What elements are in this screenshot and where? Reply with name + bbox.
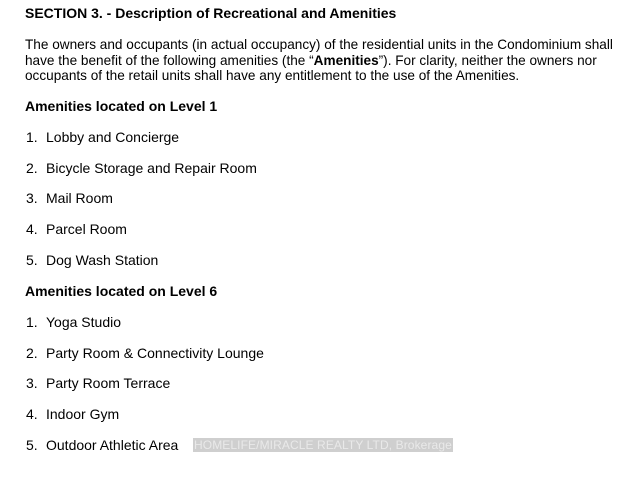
list-item-number: 3. [26, 375, 38, 391]
list-item [26, 406, 119, 422]
list-item-label: Dog Wash Station [46, 252, 159, 268]
paragraph-text-start: The owners and occupants (in actual occupancy) of the residential units in the Condominium shall have the benefit of the following amenities (the “ [25, 37, 613, 68]
level-6-heading: Amenities located on Level 6 [25, 283, 218, 299]
list-item-number: 3. [26, 190, 38, 206]
list-item-label: Bicycle Storage and Repair Room [46, 160, 257, 176]
list-item-number: 2. [26, 160, 38, 176]
list-item-number: 4. [26, 221, 38, 237]
list-item [26, 190, 113, 206]
list-item [26, 437, 178, 453]
paragraph-text-end: ”). For clarity, neither the owners nor occupants of the retail units shall have any entitlement to the use of the Amenities. [25, 52, 597, 83]
intro-paragraph [25, 37, 631, 84]
list-item-label: Mail Room [46, 190, 113, 206]
defined-term-amenities: Amenities [313, 52, 379, 68]
list-item-label: Lobby and Concierge [46, 129, 180, 145]
brokerage-watermark: HOMELIFE/MIRACLE REALTY LTD, Brokerage [194, 438, 452, 452]
list-item-label: Parcel Room [46, 221, 127, 237]
section-title: SECTION 3. - Description of Recreational and Amenities [25, 5, 397, 21]
list-item-number: 4. [26, 406, 38, 422]
list-item-label: Indoor Gym [46, 406, 120, 422]
list-item [26, 375, 170, 391]
list-item [26, 129, 179, 145]
list-item-number: 5. [26, 252, 38, 268]
list-item [26, 160, 257, 176]
list-item-label: Outdoor Athletic Area [46, 437, 179, 453]
list-item-label: Yoga Studio [46, 314, 121, 330]
list-item-number: 1. [26, 129, 38, 145]
list-item-label: Party Room & Connectivity Lounge [46, 345, 264, 361]
list-item [26, 221, 127, 237]
list-item-number: 5. [26, 437, 38, 453]
list-item [26, 252, 158, 268]
list-item-number: 1. [26, 314, 38, 330]
list-item [26, 345, 264, 361]
list-item [26, 314, 121, 330]
list-item-number: 2. [26, 345, 38, 361]
level-1-heading: Amenities located on Level 1 [25, 98, 218, 114]
list-item-label: Party Room Terrace [46, 375, 171, 391]
